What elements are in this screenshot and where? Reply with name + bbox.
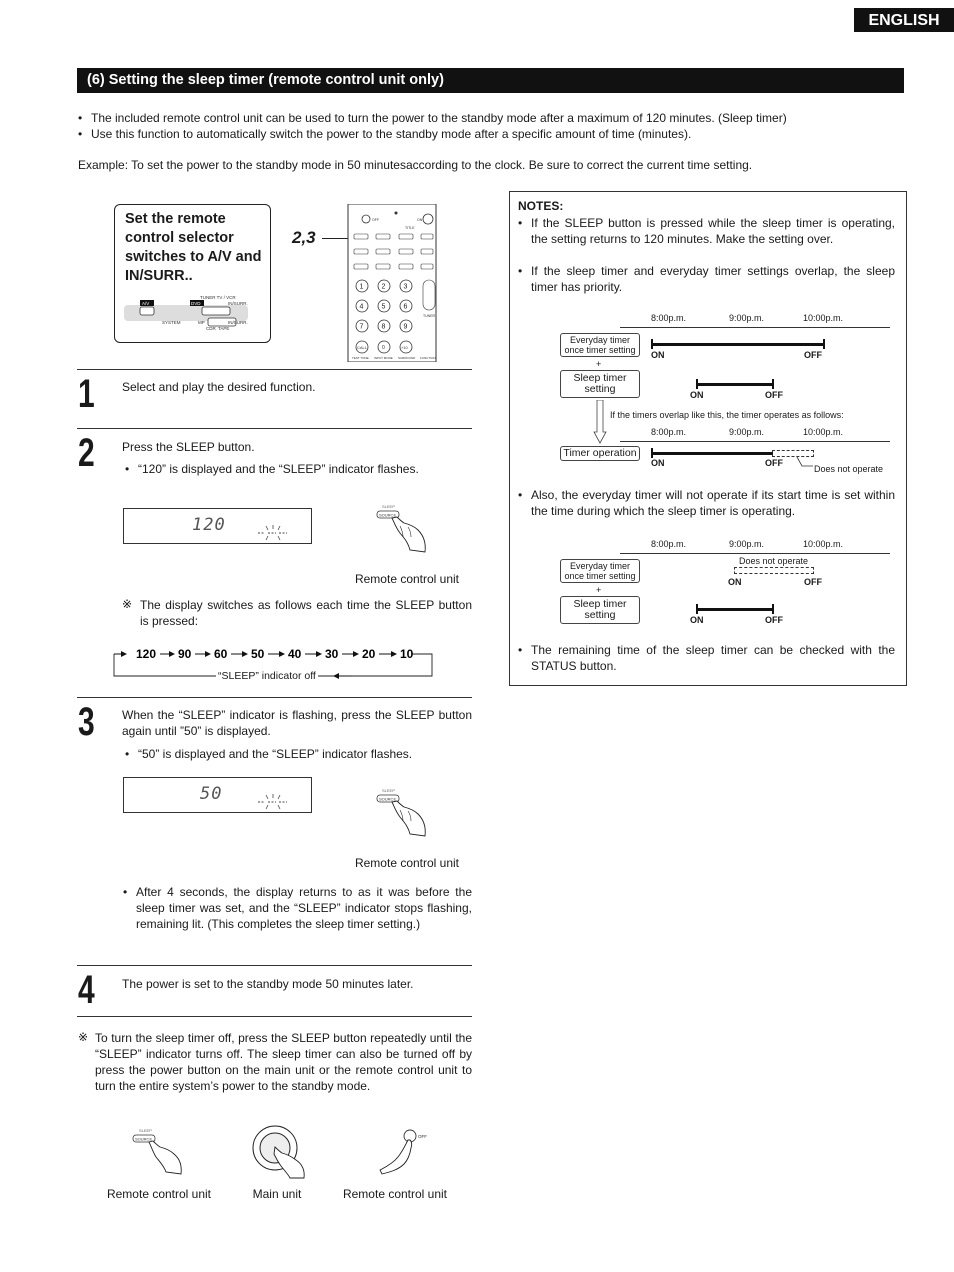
bar-tick (772, 604, 774, 614)
hand-pressing-off-button-icon (372, 1126, 432, 1176)
callout-steps: 2,3 (292, 228, 316, 247)
off-label: OFF (765, 458, 783, 468)
section-title: (6) Setting the sleep timer (remote control unit only) (77, 68, 904, 93)
on-label: ON (690, 615, 704, 625)
remote-number-key-label: 5 (381, 303, 386, 311)
display-panel (123, 508, 312, 544)
svg-text:OFF: OFF (418, 1134, 427, 1139)
on-label: ON (651, 458, 665, 468)
svg-text:INPUT MODE: INPUT MODE (374, 356, 393, 360)
bar-tick (696, 604, 698, 614)
off-label: OFF (765, 615, 783, 625)
sequence-value: 20 (362, 647, 376, 661)
image-caption: Remote control unit (342, 1187, 448, 1201)
time-label: 9:00p.m. (729, 313, 765, 323)
sequence-value: 30 (325, 647, 339, 661)
notes-title: NOTES: (518, 199, 564, 213)
everyday-timer-bar (652, 343, 824, 346)
svg-text:TEST TONE: TEST TONE (352, 356, 369, 360)
overlap-note: If the timers overlap like this, the timer operates as follows: (610, 410, 844, 420)
on-label: ON (728, 577, 742, 587)
hand-pressing-source-button-icon (370, 500, 432, 556)
image-caption: Main unit (252, 1187, 302, 1201)
plus-sign: + (596, 359, 602, 369)
remote-number-key-label: 4 (359, 303, 364, 311)
remote-number-key-label: 8 (381, 323, 386, 331)
operation-bar (652, 452, 773, 455)
sequence-off-label: “SLEEP” indicator off (218, 670, 316, 682)
note-bullet: • Also, the everyday timer will not operate if its start time is set within the time during which the sleep timer is operating. (531, 487, 895, 519)
not-operating-segment (734, 567, 814, 574)
language-tab: ENGLISH (854, 8, 954, 32)
time-label: 10:00p.m. (803, 539, 844, 549)
step-divider (77, 428, 472, 429)
step-divider (77, 369, 472, 370)
off-label: OFF (804, 577, 822, 587)
step-subtext: • “50” is displayed and the “SLEEP” indicator flashes. (138, 746, 412, 762)
system-label: SYSTEM (162, 320, 181, 325)
remote-number-key-label: 1 (359, 283, 364, 291)
sleep-timer-bar (697, 383, 773, 386)
time-label: 10:00p.m. (803, 313, 844, 323)
sleep-timer-label: Sleep timer setting (560, 596, 640, 624)
image-caption: Remote control unit (354, 572, 460, 586)
bar-tick (772, 379, 774, 389)
bar-tick (696, 379, 698, 389)
sleep-indicator-icon (256, 525, 290, 541)
turn-off-text: To turn the sleep timer off, press the SLEEP button repeatedly until the “SLEEP” indicator turns off. The sleep timer can also be turned off by press the power button on the main unit or the remote control unit to turn the entire system’s power to the standby mode. (95, 1031, 472, 1093)
step-text: The power is set to the standby mode 50 minutes later. (122, 977, 414, 991)
dvd-label: DVD (191, 301, 201, 306)
step-number: 3 (78, 700, 95, 744)
sequence-value: 60 (214, 647, 228, 661)
step-text: Press the SLEEP button. (122, 440, 255, 454)
in-surr2-label: IN/SURR. (228, 320, 248, 325)
timeline-axis (620, 553, 890, 554)
av-label: A/V (142, 301, 150, 306)
remote-number-key-label: 2 (381, 283, 386, 291)
off-label: OFF (804, 350, 822, 360)
timer-operation-label: Timer operation (560, 446, 640, 461)
time-label: 9:00p.m. (729, 539, 765, 549)
hand-pressing-source-button-icon (370, 784, 432, 840)
sequence-value: 10 (400, 647, 414, 661)
remote-control-illustration (344, 204, 440, 362)
selector-switch-illustration (118, 292, 258, 338)
display-panel (123, 777, 312, 813)
sequence-value: 90 (178, 647, 192, 661)
selector-instruction: Set the remote control selector switches to A/V and IN/SURR.. (125, 211, 262, 284)
display-value: 50 (200, 784, 223, 804)
everyday-timer-label: Everyday timer once timer setting (560, 559, 640, 583)
sleep-timer-label: Sleep timer setting (560, 370, 640, 398)
step-text: When the “SLEEP” indicator is flashing, press the SLEEP button again until ”50” is displayed. (122, 708, 472, 738)
step-number: 4 (78, 968, 95, 1012)
time-label: 10:00p.m. (803, 427, 844, 437)
time-label: 8:00p.m. (651, 313, 687, 323)
image-caption: Remote control unit (106, 1187, 212, 1201)
timeline-axis (620, 327, 890, 328)
main-unit-power-button-icon (248, 1122, 308, 1180)
step-divider (77, 697, 472, 698)
svg-text:0: 0 (382, 345, 385, 351)
svg-text:SOURCE: SOURCE (379, 512, 397, 518)
intro-bullet: • The included remote control unit can be used to turn the power to the standby mode after a maximum of 120 minutes. (Sleep timer) (91, 110, 891, 126)
step-number: 2 (78, 431, 95, 475)
note-bullet: • If the sleep timer and everyday timer settings overlap, the sleep timer has priority. (531, 263, 895, 295)
on-label: ON (651, 350, 665, 360)
in-surr-label: IN/SURR. (228, 301, 248, 306)
svg-text:SLEEP: SLEEP (382, 504, 395, 509)
note-mark: ※ (122, 597, 133, 611)
svg-text:SOURCE: SOURCE (379, 796, 397, 802)
step-note: The display switches as follows each time the SLEEP button is pressed: (140, 598, 472, 628)
remote-number-key-label: 7 (359, 323, 364, 331)
svg-text:TITLE: TITLE (405, 226, 415, 230)
step-after-text: • After 4 seconds, the display returns to as it was before the sleep timer was set, and the “SLEEP” indicator stops flashing, remaining lit. (This completes the sleep timer setting.) (136, 884, 472, 932)
svg-text:SLEEP: SLEEP (139, 1128, 152, 1133)
plus-sign: + (596, 585, 602, 595)
sleep-indicator-icon (256, 794, 290, 810)
note-bullet: • If the SLEEP button is pressed while the sleep timer is operating, the setting returns to 120 minutes. Make the setting over. (531, 215, 895, 247)
off-label: OFF (765, 390, 783, 400)
remote-number-key-label: 3 (403, 283, 408, 291)
example-text: Example: To set the power to the standby mode in 50 minutesaccording to the clock. Be sure to correct the current time setting. (78, 158, 753, 172)
step-divider (77, 965, 472, 966)
bar-tick (823, 339, 825, 349)
cdr-label: CDR (206, 326, 216, 331)
does-not-operate-label: Does not operate (739, 556, 809, 566)
image-caption: Remote control unit (354, 856, 460, 870)
pointer-line (796, 456, 814, 468)
sequence-value: 50 (251, 647, 265, 661)
tuner-label: TUNER TV / VCR (200, 295, 236, 300)
svg-text:TUNER: TUNER (423, 314, 436, 318)
svg-text:SURROUND: SURROUND (398, 356, 416, 360)
svg-text:FUNCTION: FUNCTION (420, 356, 436, 360)
step-subtext: • “120” is displayed and the “SLEEP” indicator flashes. (138, 461, 419, 477)
display-value: 120 (192, 515, 226, 535)
time-label: 8:00p.m. (651, 427, 687, 437)
svg-text:OFF: OFF (372, 218, 379, 222)
time-label: 8:00p.m. (651, 539, 687, 549)
svg-text:ON: ON (417, 218, 423, 222)
bar-tick (651, 448, 653, 458)
sleep-timer-bar (697, 608, 773, 611)
svg-text:+10: +10 (401, 345, 408, 350)
on-label: ON (690, 390, 704, 400)
tape-label: TAPE (218, 326, 230, 331)
step-text: Select and play the desired function. (122, 380, 316, 394)
mp-label: MP (198, 320, 205, 325)
remote-number-key-label: 6 (403, 303, 408, 311)
note-bullet: • The remaining time of the sleep timer can be checked with the STATUS button. (531, 642, 895, 674)
down-arrow-icon (593, 400, 607, 444)
remote-number-key-label: 9 (403, 323, 408, 331)
does-not-operate-label: Does not operate (814, 464, 884, 474)
svg-text:SOURCE: SOURCE (135, 1136, 153, 1142)
note-mark: ※ (78, 1030, 89, 1044)
step-divider (77, 1016, 472, 1017)
sequence-value: 120 (136, 647, 157, 661)
sequence-value: 40 (288, 647, 302, 661)
step-number: 1 (78, 372, 95, 416)
everyday-timer-label: Everyday timer once timer setting (560, 333, 640, 357)
time-label: 9:00p.m. (729, 427, 765, 437)
svg-text:CALL: CALL (357, 345, 368, 350)
bar-tick (651, 339, 653, 349)
hand-pressing-sleep-button-icon (125, 1124, 185, 1176)
intro-bullet: • Use this function to automatically switch the power to the standby mode after a specific amount of time (minutes). (91, 126, 891, 142)
timeline-axis (620, 441, 890, 442)
svg-text:SLEEP: SLEEP (382, 788, 395, 793)
